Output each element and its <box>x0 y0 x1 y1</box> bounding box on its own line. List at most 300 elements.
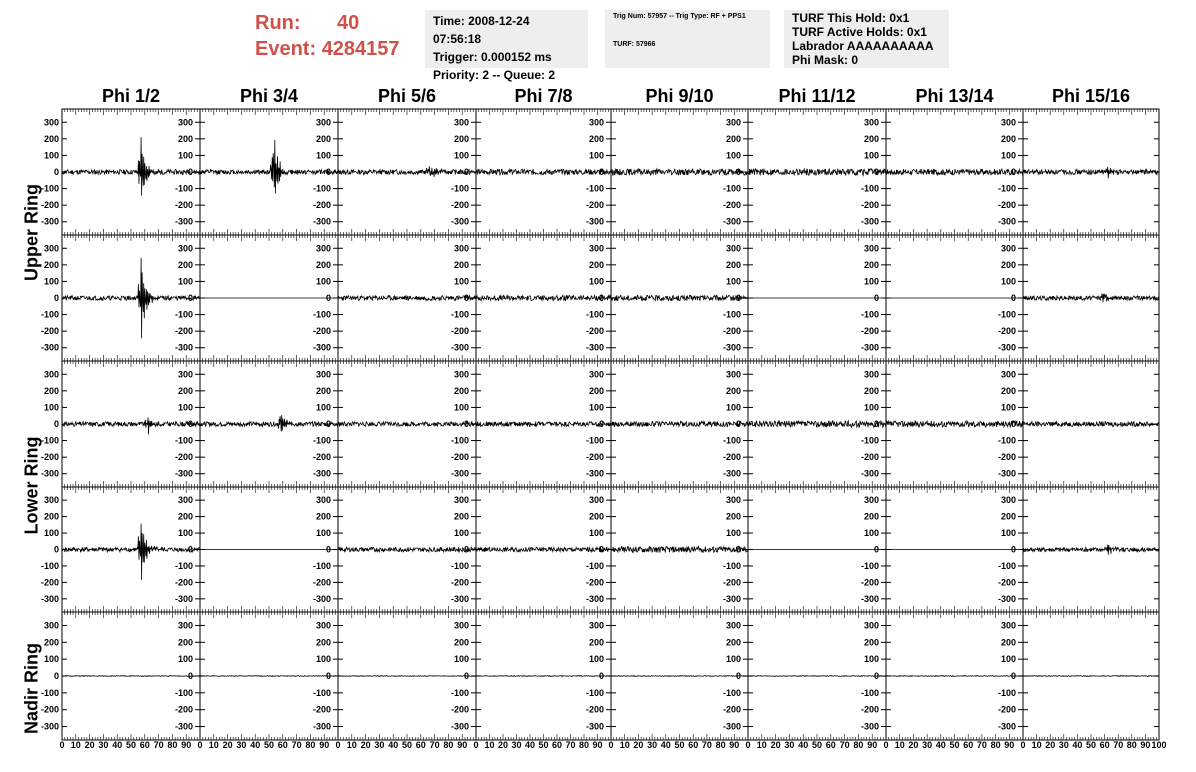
panel-r2-c1 <box>200 361 338 487</box>
turf-hold: TURF This Hold: 0x1 <box>792 11 910 25</box>
y-tick-label: 200 <box>588 637 604 648</box>
panel-r2-c2 <box>338 361 476 487</box>
y-tick-label: 100 <box>1000 654 1016 665</box>
y-tick-label: 200 <box>315 385 331 396</box>
panel-r1-c0 <box>41 235 200 361</box>
y-tick-label: 300 <box>588 369 604 380</box>
panel-r3-c6 <box>886 487 1023 612</box>
y-tick-label: -200 <box>174 704 193 715</box>
y-tick-label: 300 <box>453 243 469 254</box>
y-tick-label: -200 <box>450 452 469 463</box>
column-header-3: Phi 5/6 <box>377 86 437 106</box>
y-tick-label: -200 <box>585 452 604 463</box>
y-tick-label: -200 <box>860 326 879 337</box>
y-tick-label: -300 <box>312 593 331 604</box>
panel-r4-c3 <box>476 612 611 740</box>
y-tick-label: 300 <box>863 117 879 128</box>
y-tick-label: 100 <box>863 402 879 413</box>
turf-active: TURF Active Holds: 0x1 <box>792 25 927 39</box>
turf-line: TURF: 57966 <box>613 41 656 48</box>
y-tick-label: 100 <box>1000 276 1016 287</box>
y-tick-label: 300 <box>453 117 469 128</box>
y-tick-label: -200 <box>312 452 331 463</box>
y-tick-label: 200 <box>725 385 741 396</box>
y-tick-label: -100 <box>997 183 1016 194</box>
y-tick-label: -200 <box>722 704 741 715</box>
y-tick-label: -300 <box>997 216 1016 227</box>
waveform-line <box>476 169 611 175</box>
y-tick-label: 200 <box>43 385 59 396</box>
y-tick-label: 200 <box>863 259 879 270</box>
y-tick-label: 200 <box>1000 259 1016 270</box>
y-tick-label: 100 <box>453 402 469 413</box>
panel-r0-c1 <box>200 109 338 235</box>
y-tick-label: 300 <box>453 495 469 506</box>
y-tick-label: -100 <box>722 435 741 446</box>
y-tick-label: 100 <box>725 276 741 287</box>
labrador-line: Labrador AAAAAAAAAA <box>792 39 934 53</box>
y-tick-label: 100 <box>725 528 741 539</box>
y-tick-label: 0 <box>463 167 469 177</box>
y-tick-label: -100 <box>174 183 193 194</box>
y-tick-label: -300 <box>722 468 741 479</box>
y-tick-label: -200 <box>40 704 59 715</box>
panel-r4-c5 <box>748 612 886 740</box>
y-tick-label: 0 <box>873 293 879 303</box>
panel-r2-c6 <box>886 361 1023 487</box>
y-tick-label: 200 <box>588 511 604 522</box>
waveform-line <box>886 421 1023 427</box>
panel-r4-c1 <box>200 612 338 740</box>
y-tick-label: 200 <box>1000 133 1016 144</box>
y-tick-label: -100 <box>722 183 741 194</box>
y-tick-label: 100 <box>725 150 741 161</box>
y-tick-label: 0 <box>1010 671 1016 681</box>
waveform-line <box>476 422 611 427</box>
panel-r0-c4 <box>611 109 748 235</box>
y-tick-label: 100 <box>177 654 193 665</box>
y-tick-label: -300 <box>997 468 1016 479</box>
y-tick-label: -100 <box>860 435 879 446</box>
y-tick-label: 200 <box>177 511 193 522</box>
y-tick-label: 300 <box>725 369 741 380</box>
waveform-line <box>338 547 476 552</box>
y-tick-label: 300 <box>177 243 193 254</box>
y-tick-label: -200 <box>860 704 879 715</box>
y-tick-label: -200 <box>722 577 741 588</box>
y-tick-label: 200 <box>1000 637 1016 648</box>
panel-r0-c5 <box>748 109 886 235</box>
y-tick-label: -300 <box>860 593 879 604</box>
y-tick-label: -300 <box>312 721 331 732</box>
y-tick-label: 0 <box>735 167 741 177</box>
y-tick-label: 100 <box>177 276 193 287</box>
y-tick-label: -300 <box>174 216 193 227</box>
y-tick-label: -300 <box>40 593 59 604</box>
y-tick-label: -200 <box>997 704 1016 715</box>
y-tick-label: 100 <box>315 402 331 413</box>
y-tick-label: 100 <box>177 150 193 161</box>
y-tick-label: 300 <box>177 620 193 631</box>
y-tick-label: -300 <box>174 468 193 479</box>
y-tick-label: 0 <box>325 671 331 681</box>
y-tick-label: -300 <box>450 342 469 353</box>
y-tick-label: -100 <box>312 560 331 571</box>
y-tick-label: 300 <box>588 117 604 128</box>
waveform-line <box>748 676 886 677</box>
y-tick-label: -100 <box>450 560 469 571</box>
y-tick-label: 300 <box>43 243 59 254</box>
y-tick-label: 300 <box>315 117 331 128</box>
y-tick-label: 300 <box>588 495 604 506</box>
y-tick-label: 200 <box>453 133 469 144</box>
y-tick-label: 300 <box>863 495 879 506</box>
y-tick-label: 100 <box>43 402 59 413</box>
waveform-line <box>62 417 200 434</box>
y-tick-label: 300 <box>1000 117 1016 128</box>
y-tick-label: -200 <box>312 326 331 337</box>
y-tick-label: 200 <box>177 259 193 270</box>
column-header-2: Phi 3/4 <box>239 86 299 106</box>
y-tick-label: 300 <box>1000 369 1016 380</box>
y-tick-label: -300 <box>174 342 193 353</box>
y-tick-label: 0 <box>187 293 193 303</box>
y-tick-label: -200 <box>174 577 193 588</box>
y-tick-label: -300 <box>860 468 879 479</box>
panel-r1-c3 <box>476 235 611 361</box>
y-tick-label: -200 <box>997 452 1016 463</box>
waveform-line <box>611 676 748 677</box>
run-value: 40 <box>337 12 360 34</box>
y-tick-label: 0 <box>325 293 331 303</box>
waveform-line <box>62 676 200 677</box>
y-tick-label: 300 <box>1000 620 1016 631</box>
y-tick-label: 0 <box>463 544 469 555</box>
y-tick-label: -300 <box>450 216 469 227</box>
panel-r1-c6 <box>886 235 1023 361</box>
y-tick-label: -100 <box>860 687 879 698</box>
y-tick-label: -300 <box>585 468 604 479</box>
y-tick-label: -300 <box>585 342 604 353</box>
y-tick-label: -300 <box>40 216 59 227</box>
y-tick-label: 300 <box>863 620 879 631</box>
trig-line: Trig Num: 57957 -- Trig Type: RF + PPS1 <box>613 13 746 20</box>
panel-r4-c7 <box>1023 612 1159 740</box>
y-tick-label: 100 <box>863 150 879 161</box>
y-tick-label: -100 <box>312 309 331 320</box>
y-tick-label: 300 <box>1000 495 1016 506</box>
y-tick-label: 100 <box>43 150 59 161</box>
waveform-line <box>611 421 748 426</box>
y-tick-label: 300 <box>725 243 741 254</box>
panel-r0-c2 <box>338 109 476 235</box>
y-tick-label: -100 <box>174 435 193 446</box>
waveform-line <box>886 169 1023 175</box>
y-tick-label: 300 <box>177 495 193 506</box>
y-tick-label: -100 <box>585 560 604 571</box>
y-tick-label: -100 <box>450 687 469 698</box>
y-tick-label: 100 <box>177 528 193 539</box>
y-tick-label: 0 <box>1010 544 1016 555</box>
y-tick-label: 100 <box>1000 528 1016 539</box>
y-tick-label: -200 <box>860 577 879 588</box>
y-tick-label: 100 <box>43 654 59 665</box>
y-tick-label: -300 <box>450 593 469 604</box>
panel-r1-c1 <box>200 235 338 361</box>
panel-r2-c4 <box>611 361 748 487</box>
y-tick-label: 200 <box>315 637 331 648</box>
panel-r0-c3 <box>476 109 611 235</box>
y-tick-label: 0 <box>463 419 469 429</box>
y-tick-label: -100 <box>312 183 331 194</box>
y-tick-label: -200 <box>450 577 469 588</box>
panel-r3-c7 <box>1023 487 1159 612</box>
y-tick-label: 200 <box>453 259 469 270</box>
y-tick-label: -200 <box>722 200 741 211</box>
phi-mask: Phi Mask: 0 <box>792 53 859 67</box>
y-tick-label: 100 <box>315 150 331 161</box>
y-tick-label: -300 <box>722 216 741 227</box>
y-tick-label: -100 <box>40 183 59 194</box>
y-tick-label: 300 <box>725 620 741 631</box>
panel-r3-c4 <box>611 487 748 612</box>
y-tick-label: 200 <box>315 133 331 144</box>
y-tick-label: -100 <box>585 435 604 446</box>
panel-r0-c7 <box>1023 109 1159 235</box>
y-tick-label: 300 <box>177 369 193 380</box>
y-tick-label: -200 <box>585 326 604 337</box>
waveform-line <box>886 676 1023 677</box>
y-tick-label: 300 <box>43 369 59 380</box>
y-tick-label: 0 <box>598 167 604 177</box>
y-tick-label: 300 <box>863 369 879 380</box>
y-tick-label: 200 <box>43 637 59 648</box>
y-tick-label: 300 <box>43 117 59 128</box>
waveform-line <box>338 676 476 677</box>
y-tick-label: -100 <box>174 309 193 320</box>
y-tick-label: 200 <box>43 259 59 270</box>
waveform-line <box>200 415 338 431</box>
panel-r3-c3 <box>476 487 611 612</box>
y-tick-label: 100 <box>43 276 59 287</box>
y-tick-label: 0 <box>325 167 331 177</box>
y-tick-label: -300 <box>997 593 1016 604</box>
y-tick-label: -200 <box>174 326 193 337</box>
trigger-line: Trigger: 0.000152 ms <box>433 50 552 64</box>
panel-r2-c3 <box>476 361 611 487</box>
y-tick-label: 200 <box>315 259 331 270</box>
y-tick-label: -100 <box>997 309 1016 320</box>
y-tick-label: 200 <box>177 385 193 396</box>
waveform-line <box>748 169 886 176</box>
y-tick-label: -200 <box>722 452 741 463</box>
y-tick-label: 300 <box>315 620 331 631</box>
panel-r0-c6 <box>886 109 1023 235</box>
y-tick-label: -100 <box>450 435 469 446</box>
y-tick-label: 100 <box>315 654 331 665</box>
y-tick-label: 200 <box>725 637 741 648</box>
y-tick-label: -200 <box>40 200 59 211</box>
y-tick-label: 200 <box>863 133 879 144</box>
y-tick-label: -200 <box>997 326 1016 337</box>
y-tick-label: 0 <box>598 293 604 303</box>
y-tick-label: 100 <box>453 150 469 161</box>
y-tick-label: 300 <box>177 117 193 128</box>
y-tick-label: 200 <box>43 133 59 144</box>
panel-r3-c0 <box>41 487 200 612</box>
y-tick-label: 0 <box>598 419 604 429</box>
y-tick-label: 100 <box>863 654 879 665</box>
y-tick-label: 0 <box>53 544 59 555</box>
y-tick-label: 200 <box>453 511 469 522</box>
lower-ring-label: Lower Ring <box>21 436 42 535</box>
column-header-8: Phi 15/16 <box>1051 86 1131 106</box>
y-tick-label: 200 <box>315 511 331 522</box>
y-tick-label: 0 <box>735 293 741 303</box>
waveform-line <box>200 676 338 677</box>
y-tick-label: -200 <box>450 200 469 211</box>
y-tick-label: 300 <box>588 620 604 631</box>
y-tick-label: 200 <box>725 511 741 522</box>
y-tick-label: 300 <box>725 495 741 506</box>
y-tick-label: 200 <box>177 637 193 648</box>
y-tick-label: 300 <box>863 243 879 254</box>
nadir-ring-label: Nadir Ring <box>21 643 42 735</box>
y-tick-label: -200 <box>997 577 1016 588</box>
panel-r1-c4 <box>611 235 748 361</box>
y-tick-label: -100 <box>450 183 469 194</box>
y-tick-label: -200 <box>174 452 193 463</box>
waveform-line <box>476 676 611 677</box>
waveform-line <box>476 547 611 552</box>
y-tick-label: -100 <box>585 309 604 320</box>
panel-r4-c6 <box>886 612 1023 740</box>
waveform-line <box>748 421 886 428</box>
y-tick-label: 300 <box>43 620 59 631</box>
y-tick-label: -200 <box>585 200 604 211</box>
y-tick-label: -100 <box>997 687 1016 698</box>
y-tick-label: 100 <box>453 654 469 665</box>
y-tick-label: 200 <box>725 133 741 144</box>
y-tick-label: -300 <box>722 593 741 604</box>
y-tick-label: 100 <box>588 402 604 413</box>
column-header-7: Phi 13/14 <box>915 86 994 106</box>
column-header-5: Phi 9/10 <box>645 86 714 106</box>
y-tick-label: 100 <box>315 276 331 287</box>
y-tick-label: 100 <box>177 402 193 413</box>
panel-r1-c7 <box>1023 235 1159 361</box>
y-tick-label: 200 <box>863 637 879 648</box>
y-tick-label: -200 <box>860 452 879 463</box>
y-tick-label: -100 <box>40 309 59 320</box>
y-tick-label: 0 <box>53 293 59 303</box>
y-tick-label: -300 <box>585 721 604 732</box>
y-tick-label: -200 <box>312 577 331 588</box>
y-tick-label: 100 <box>315 528 331 539</box>
panel-r2-c7 <box>1023 361 1159 487</box>
y-tick-label: 100 <box>1000 150 1016 161</box>
panel-r3-c2 <box>338 487 476 612</box>
y-tick-label: 0 <box>325 544 331 555</box>
y-tick-label: 200 <box>588 133 604 144</box>
y-tick-label: -300 <box>174 593 193 604</box>
y-tick-label: 100 <box>588 654 604 665</box>
y-tick-label: -200 <box>312 704 331 715</box>
y-tick-label: 300 <box>315 495 331 506</box>
y-tick-label: 200 <box>177 133 193 144</box>
panel-r1-c2 <box>338 235 476 361</box>
y-tick-label: -100 <box>722 687 741 698</box>
y-tick-label: -100 <box>40 687 59 698</box>
waveform-line <box>1023 294 1159 303</box>
y-tick-label: -300 <box>722 342 741 353</box>
y-tick-label: 0 <box>1010 293 1016 303</box>
y-tick-label: 100 <box>863 528 879 539</box>
y-tick-label: -200 <box>450 326 469 337</box>
y-tick-label: -300 <box>40 468 59 479</box>
y-tick-label: 0 <box>873 167 879 177</box>
y-tick-label: 200 <box>453 637 469 648</box>
y-tick-label: -300 <box>585 593 604 604</box>
y-tick-label: -200 <box>40 577 59 588</box>
panel-r1-c5 <box>748 235 886 361</box>
event-label: Event: <box>255 38 317 60</box>
waveform-line <box>338 166 476 177</box>
y-tick-label: -200 <box>40 326 59 337</box>
y-tick-label: 100 <box>588 276 604 287</box>
y-tick-label: -100 <box>585 183 604 194</box>
panel-r4-c2 <box>338 612 476 740</box>
y-tick-label: -100 <box>40 560 59 571</box>
y-tick-label: -100 <box>40 435 59 446</box>
y-tick-label: -300 <box>997 342 1016 353</box>
y-tick-label: 300 <box>43 495 59 506</box>
y-tick-label: 300 <box>1000 243 1016 254</box>
y-tick-label: 0 <box>463 671 469 681</box>
y-tick-label: -300 <box>40 721 59 732</box>
y-tick-label: -100 <box>997 560 1016 571</box>
y-tick-label: -100 <box>450 309 469 320</box>
y-tick-label: 100 <box>725 654 741 665</box>
y-tick-label: 0 <box>187 671 193 681</box>
y-tick-label: 0 <box>325 419 331 429</box>
y-tick-label: 100 <box>725 402 741 413</box>
y-tick-label: -300 <box>312 342 331 353</box>
y-tick-label: 100 <box>1000 402 1016 413</box>
y-tick-label: -300 <box>860 721 879 732</box>
y-tick-label: -200 <box>174 200 193 211</box>
y-tick-label: 300 <box>453 369 469 380</box>
waveform-line <box>611 169 748 175</box>
run-label: Run: <box>255 12 301 34</box>
panel-r2-c0 <box>41 361 200 487</box>
y-tick-label: -100 <box>312 687 331 698</box>
y-tick-label: 0 <box>598 544 604 555</box>
y-tick-label: 0 <box>873 419 879 429</box>
y-tick-label: -300 <box>312 216 331 227</box>
y-tick-label: 300 <box>315 369 331 380</box>
y-tick-label: -300 <box>312 468 331 479</box>
waveform-line <box>338 422 476 427</box>
y-tick-label: 300 <box>315 243 331 254</box>
y-tick-label: 0 <box>1010 167 1016 177</box>
y-tick-label: 100 <box>588 528 604 539</box>
y-tick-label: -100 <box>860 309 879 320</box>
y-tick-label: 200 <box>1000 511 1016 522</box>
y-tick-label: 0 <box>187 167 193 177</box>
y-tick-label: 200 <box>863 385 879 396</box>
waveform-line <box>1023 422 1159 427</box>
